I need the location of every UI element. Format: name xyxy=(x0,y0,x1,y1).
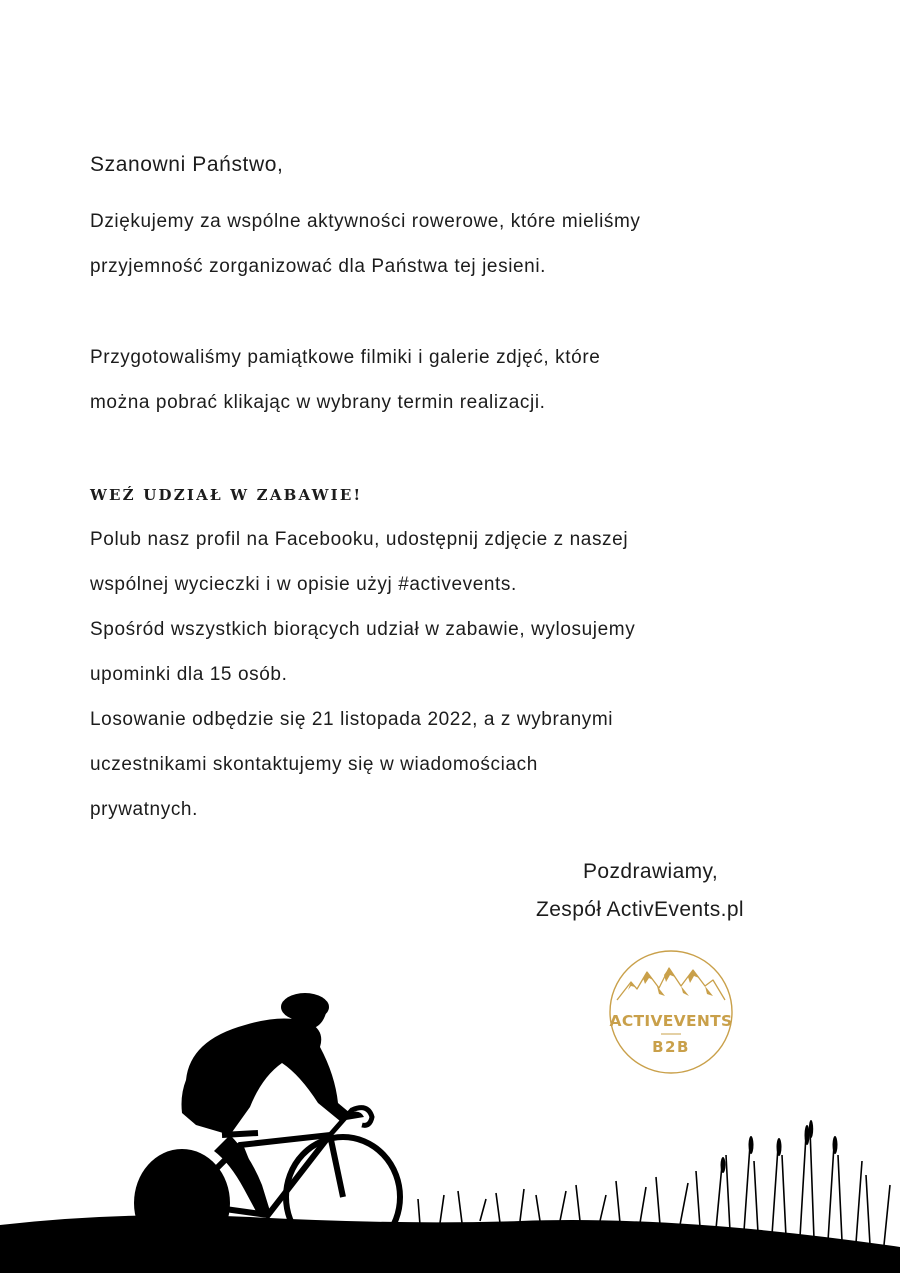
contest-line-7: prywatnych. xyxy=(90,799,198,820)
contest-heading: WEŹ UDZIAŁ W ZABAWIE! xyxy=(90,486,363,504)
contest-line-5: Losowanie odbędzie się 21 listopada 2022, a z wybranymi xyxy=(90,709,614,730)
contest-line-1: Polub nasz profil na Facebooku, udostępnij zdjęcie z naszej xyxy=(90,529,629,550)
closing-signature: Zespół ActivEvents.pl xyxy=(536,898,744,921)
contest-line-4: upominki dla 15 osób. xyxy=(90,664,288,685)
contest-line-3: Spośród wszystkich biorących udział w zabawie, wylosujemy xyxy=(90,619,636,640)
cyclist-silhouette-icon xyxy=(0,985,900,1273)
salutation: Szanowni Państwo, xyxy=(90,153,284,176)
paragraph-2-line-2: można pobrać klikając w wybrany termin realizacji. xyxy=(90,392,546,413)
paragraph-1-line-2: przyjemność zorganizować dla Państwa tej jesieni. xyxy=(90,256,547,277)
paragraph-2-line-1: Przygotowaliśmy pamiątkowe filmiki i galerie zdjęć, które xyxy=(90,347,601,368)
paragraph-1-line-1: Dziękujemy za wspólne aktywności rowerowe, które mieliśmy xyxy=(90,211,641,232)
logo-name: ACTIVEVENTS xyxy=(609,1012,733,1030)
contest-line-2: wspólnej wycieczki i w opisie użyj #activevents. xyxy=(90,574,517,595)
closing-greeting: Pozdrawiamy, xyxy=(583,860,719,883)
contest-line-6: uczestnikami skontaktujemy się w wiadomościach xyxy=(90,754,538,775)
logo-sub: B2B xyxy=(652,1038,690,1056)
